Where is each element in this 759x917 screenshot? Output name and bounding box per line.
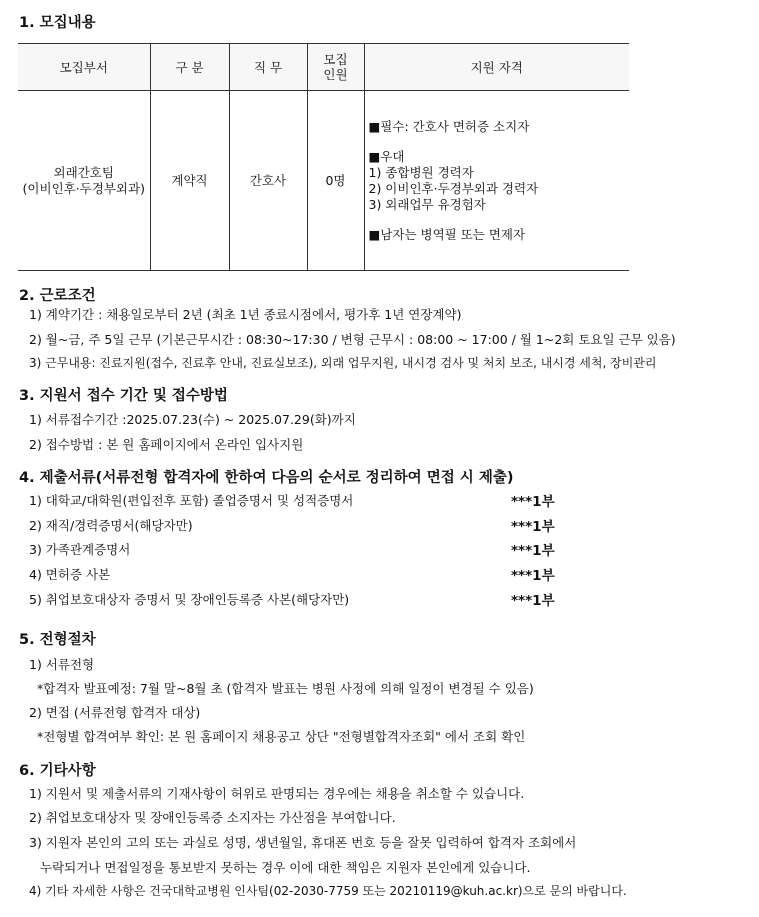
document-copies: ***1부 bbox=[511, 568, 555, 584]
work-condition-item: 1) 계약기간 : 채용일로부터 2년 (최초 1년 종료시점에서, 평가후 1년 연장계약) bbox=[29, 307, 462, 322]
qual-preferred-title: ■우대 bbox=[368, 148, 405, 164]
header-dept: 모집부서 bbox=[18, 44, 150, 91]
document-copies: ***1부 bbox=[511, 543, 555, 559]
table-header-row bbox=[18, 44, 629, 91]
selection-note: *전형별 합격여부 확인: 본 원 홈페이지 채용공고 상단 "전형별합격자조회" 에서 조회 확인 bbox=[37, 729, 526, 744]
document-copies: ***1부 bbox=[511, 593, 555, 609]
note-item: 4) 기타 자세한 사항은 건국대학교병원 인사팀(02-2030-7759 또는 20210119@kuh.ac.kr)으로 문의 바랍니다. bbox=[29, 884, 627, 898]
section-6-title: 6. 기타사항 bbox=[19, 763, 96, 779]
qual-preferred-1: 1) 종합병원 경력자 bbox=[368, 164, 474, 180]
cell-dept bbox=[18, 91, 150, 271]
note-item-continued: 누락되거나 면접일정을 통보받지 못하는 경우 이에 대한 책임은 지원자 본인에게 있습니다. bbox=[40, 860, 531, 875]
qual-preferred-3: 3) 외래업무 유경험자 bbox=[368, 196, 486, 212]
document-copies: ***1부 bbox=[511, 519, 555, 535]
selection-step: 2) 면접 (서류전형 합격자 대상) bbox=[29, 705, 201, 720]
cell-count: 0명 bbox=[307, 91, 364, 271]
section-1-title: 1. 모집내용 bbox=[19, 15, 96, 31]
note-item: 2) 취업보호대상자 및 장애인등록증 소지자는 가산점을 부여합니다. bbox=[29, 810, 396, 825]
table-row bbox=[18, 91, 629, 271]
qual-spacer bbox=[369, 213, 630, 227]
cell-qualification bbox=[364, 91, 629, 271]
selection-step: 1) 서류전형 bbox=[29, 657, 95, 672]
section-5-title: 5. 전형절차 bbox=[19, 632, 96, 648]
document-name: 2) 재직/경력증명서(해당자만) bbox=[29, 518, 193, 533]
document-name: 4) 면허증 사본 bbox=[29, 567, 111, 582]
document-name: 3) 가족관계증명서 bbox=[29, 542, 131, 557]
dept-sub: (이비인후·두경부외과) bbox=[22, 180, 145, 196]
section-3-title: 3. 지원서 접수 기간 및 접수방법 bbox=[19, 388, 228, 404]
selection-note: *합격자 발표예정: 7월 말~8월 초 (합격자 발표는 병원 사정에 의해 일정이 변경될 수 있음) bbox=[37, 681, 534, 696]
work-condition-item: 3) 근무내용: 진료지원(접수, 진료후 안내, 진료실보조), 외래 업무지원, 내시경 검사 및 처치 보조, 내시경 세척, 장비관리 bbox=[29, 356, 657, 370]
dept-name: 외래간호팀 bbox=[53, 164, 114, 180]
document-row bbox=[29, 590, 569, 608]
application-item: 1) 서류접수기간 :2025.07.23(수) ~ 2025.07.29(화)까지 bbox=[29, 412, 356, 427]
note-item: 1) 지원서 및 제출서류의 기재사항이 허위로 판명되는 경우에는 채용을 취소할 수 있습니다. bbox=[29, 786, 525, 801]
document-name: 1) 대학교/대학원(편입전후 포함) 졸업증명서 및 성적증명서 bbox=[29, 493, 354, 508]
note-item: 3) 지원자 본인의 고의 또는 과실로 성명, 생년월일, 휴대폰 번호 등을 잘못 입력하여 합격자 조회에서 bbox=[29, 835, 577, 850]
document-row bbox=[29, 565, 569, 583]
document-copies: ***1부 bbox=[511, 494, 555, 510]
document-name: 5) 취업보호대상자 증명서 및 장애인등록증 사본(해당자만) bbox=[29, 592, 350, 607]
qual-preferred-2: 2) 이비인후·두경부외과 경력자 bbox=[368, 180, 539, 196]
document-row bbox=[29, 491, 569, 509]
qual-spacer bbox=[369, 135, 630, 149]
cell-type: 계약직 bbox=[150, 91, 229, 271]
cell-job: 간호사 bbox=[229, 91, 307, 271]
section-2-title: 2. 근로조건 bbox=[19, 288, 96, 304]
document-row bbox=[29, 540, 569, 558]
document-row bbox=[29, 516, 569, 534]
qual-military: ■남자는 병역필 또는 면제자 bbox=[368, 226, 526, 242]
header-type: 구 분 bbox=[150, 44, 229, 91]
section-4-title: 4. 제출서류(서류전형 합격자에 한하여 다음의 순서로 정리하여 면접 시 제출) bbox=[19, 470, 514, 486]
header-job: 직 무 bbox=[229, 44, 307, 91]
header-count-line2: 인원 bbox=[323, 67, 348, 82]
work-condition-item: 2) 월~금, 주 5일 근무 (기본근무시간 : 08:30~17:30 / 변형 근무시 : 08:00 ~ 17:00 / 월 1~2회 토요일 근무 있음) bbox=[29, 332, 676, 347]
application-item: 2) 접수방법 : 본 원 홈페이지에서 온라인 입사지원 bbox=[29, 437, 304, 452]
qual-required: ■필수: 간호사 면허증 소지자 bbox=[368, 118, 530, 134]
header-count bbox=[307, 44, 364, 91]
recruitment-table bbox=[18, 43, 629, 271]
header-qualification: 지원 자격 bbox=[364, 44, 629, 91]
header-count-line1: 모집 bbox=[323, 52, 348, 67]
